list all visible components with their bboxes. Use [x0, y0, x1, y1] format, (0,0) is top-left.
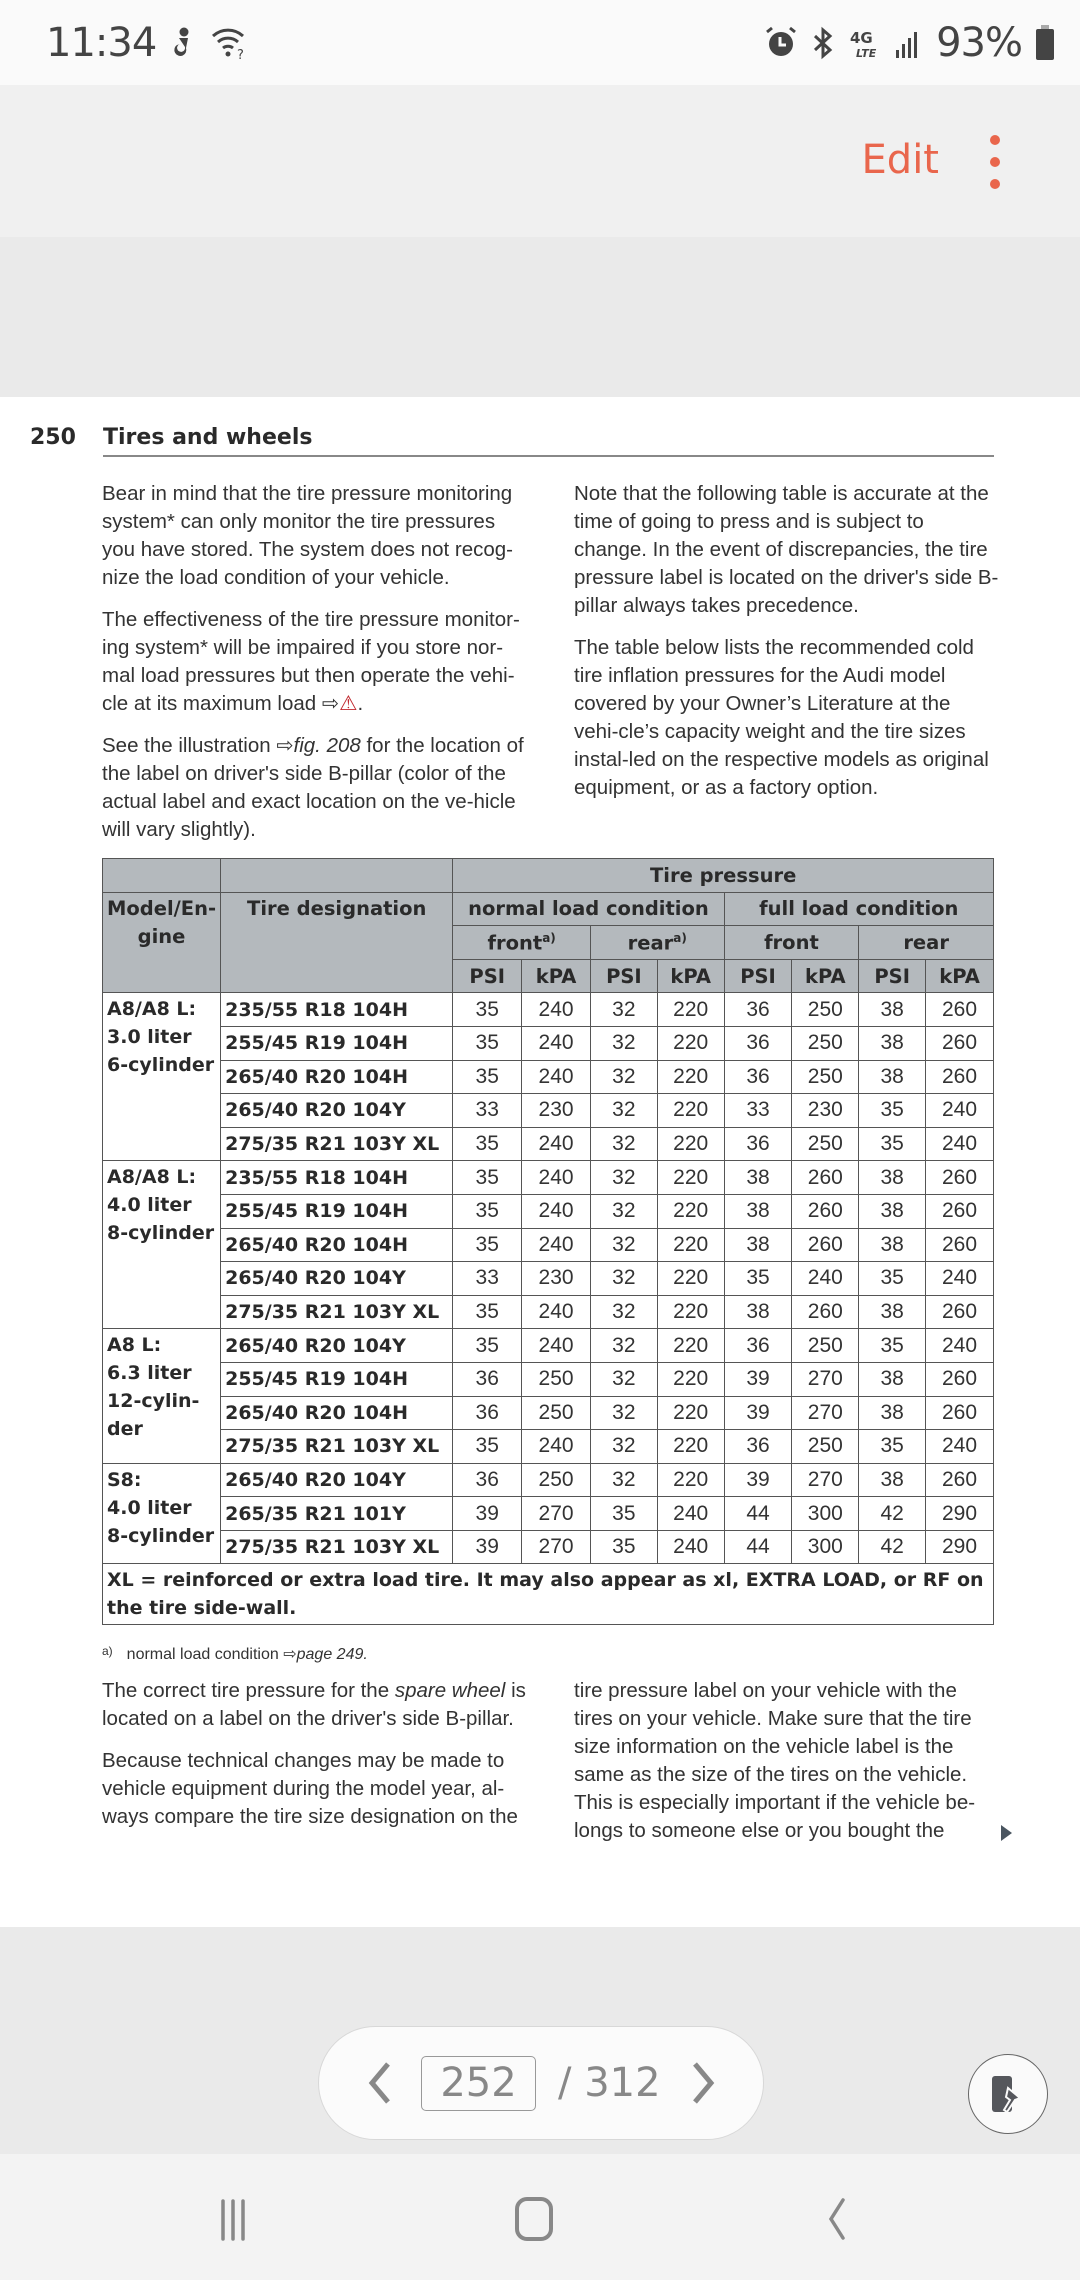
battery-percent: 93% — [936, 19, 1022, 66]
psi-cell: 32 — [590, 1026, 657, 1060]
clock: 11:34 — [46, 19, 157, 66]
psi-cell: 32 — [590, 1127, 657, 1161]
kpa-cell: 220 — [657, 993, 724, 1027]
kpa-cell: 250 — [792, 1060, 859, 1094]
kpa-cell: 260 — [926, 1228, 994, 1262]
table-row — [103, 1329, 994, 1363]
header-normal-rear — [590, 926, 724, 960]
kpa-cell: 270 — [792, 1396, 859, 1430]
emphasis: spare wheel — [394, 1679, 506, 1702]
chapter-title: Tires and wheels — [103, 425, 313, 450]
psi-cell: 38 — [724, 1161, 792, 1195]
kpa-cell: 260 — [926, 1396, 994, 1430]
right-column — [574, 480, 999, 816]
page-number-input[interactable] — [421, 2056, 536, 2111]
kpa-cell: 260 — [926, 1194, 994, 1228]
battery-icon — [1034, 24, 1056, 62]
4g-lte-icon — [848, 26, 882, 60]
paragraph: Note that the following table is accurate at the time of going to press and is subject to change. In the event of discrepancies, the tire pressure label is located on the driver's side B-pillar always takes precedence. — [574, 482, 999, 617]
table-row — [103, 1127, 994, 1161]
tire-designation-cell: 235/55 R18 104H — [221, 993, 453, 1027]
psi-cell: 39 — [724, 1396, 792, 1430]
annotate-button[interactable] — [968, 2054, 1048, 2134]
table-row — [103, 1060, 994, 1094]
header-tire-designation: Tire designation — [221, 892, 453, 993]
psi-cell: 32 — [590, 1161, 657, 1195]
kpa-cell: 240 — [522, 1161, 591, 1195]
psi-cell: 38 — [724, 1228, 792, 1262]
footnote-mark: a) — [673, 930, 687, 945]
kpa-cell: 250 — [522, 1463, 591, 1497]
more-options-button[interactable] — [980, 135, 1010, 189]
kpa-cell: 220 — [657, 1161, 724, 1195]
table-row — [103, 1396, 994, 1430]
table-row — [103, 1262, 994, 1296]
kpa-cell: 240 — [926, 1127, 994, 1161]
psi-cell: 38 — [859, 1026, 926, 1060]
header-full-load: full load condition — [724, 892, 993, 926]
header-psi: PSI — [724, 959, 792, 993]
model-line: S8: — [107, 1468, 142, 1491]
page-link[interactable]: page 249. — [296, 1646, 368, 1663]
model-line: 6-cylinder — [107, 1054, 215, 1077]
kpa-cell: 230 — [522, 1094, 591, 1128]
recents-button[interactable] — [193, 2184, 273, 2254]
table-row — [103, 1463, 994, 1497]
kpa-cell: 260 — [926, 1362, 994, 1396]
table-body — [103, 993, 994, 1625]
paragraph: The table below lists the recommended cold tire inflation pressures for the Audi model covered by your Owner’s Literature at the vehi-cle’s capacity weight and the tire sizes instal-led on the respective models as original equipment, or as a factory option. — [574, 636, 989, 799]
kpa-cell: 220 — [657, 1262, 724, 1296]
psi-cell: 35 — [724, 1262, 792, 1296]
home-icon — [512, 2196, 556, 2242]
kpa-cell: 240 — [522, 1026, 591, 1060]
paragraph-text: for the location of the label on driver's side B-pillar (color of the actual label and exact location on the ve-hicle will vary slightly). — [102, 734, 524, 841]
kpa-cell: 290 — [926, 1497, 994, 1531]
tire-designation-cell: 275/35 R21 103Y XL — [221, 1430, 453, 1464]
kpa-cell: 270 — [792, 1463, 859, 1497]
kpa-cell: 250 — [792, 993, 859, 1027]
tire-designation-cell: 265/40 R20 104Y — [221, 1329, 453, 1363]
psi-cell: 32 — [590, 1396, 657, 1430]
psi-cell: 39 — [453, 1530, 522, 1564]
psi-cell: 38 — [859, 1295, 926, 1329]
header-tire-pressure: Tire pressure — [453, 859, 994, 893]
tire-designation-cell: 265/40 R20 104H — [221, 1060, 453, 1094]
more-vertical-icon — [990, 135, 1000, 145]
psi-cell: 35 — [453, 1161, 522, 1195]
psi-cell: 39 — [724, 1362, 792, 1396]
kpa-cell: 270 — [792, 1362, 859, 1396]
kpa-cell: 220 — [657, 1329, 724, 1363]
tire-designation-cell: 265/40 R20 104H — [221, 1228, 453, 1262]
alarm-icon — [764, 26, 798, 60]
tire-designation-cell: 255/45 R19 104H — [221, 1194, 453, 1228]
page-number: 250 — [30, 425, 76, 450]
back-icon — [821, 2196, 851, 2242]
model-engine-cell — [103, 993, 221, 1161]
kpa-cell: 260 — [792, 1295, 859, 1329]
kpa-cell: 220 — [657, 1026, 724, 1060]
psi-cell: 35 — [453, 1026, 522, 1060]
status-bar — [0, 0, 1080, 85]
paragraph: Because technical changes may be made to vehicle equipment during the model year, al-ways compare the tire size designation on the — [102, 1749, 518, 1828]
model-line: 6.3 liter — [107, 1362, 192, 1385]
psi-cell: 35 — [859, 1127, 926, 1161]
figure-link[interactable]: fig. 208 — [293, 734, 361, 757]
kpa-cell: 230 — [792, 1094, 859, 1128]
model-line: 3.0 liter — [107, 1026, 192, 1049]
continue-arrow-icon[interactable] — [1001, 1825, 1012, 1841]
psi-cell: 35 — [453, 1060, 522, 1094]
header-full-rear: rear — [859, 926, 994, 960]
kpa-cell: 220 — [657, 1127, 724, 1161]
psi-cell: 36 — [724, 1329, 792, 1363]
table-note: XL = reinforced or extra load tire. It may also appear as xl, EXTRA LOAD, or RF on the tire side-wall. — [103, 1564, 994, 1625]
tire-designation-cell: 255/45 R19 104H — [221, 1362, 453, 1396]
psi-cell: 32 — [590, 1194, 657, 1228]
psi-cell: 36 — [453, 1362, 522, 1396]
kpa-cell: 240 — [657, 1530, 724, 1564]
psi-cell: 42 — [859, 1497, 926, 1531]
psi-cell: 35 — [590, 1530, 657, 1564]
psi-cell: 36 — [724, 993, 792, 1027]
psi-cell: 38 — [724, 1295, 792, 1329]
kpa-cell: 260 — [926, 1060, 994, 1094]
header-psi: PSI — [859, 959, 926, 993]
psi-cell: 35 — [453, 1127, 522, 1161]
psi-cell: 32 — [590, 1329, 657, 1363]
psi-cell: 38 — [859, 1396, 926, 1430]
kpa-cell: 240 — [522, 1060, 591, 1094]
model-line: 4.0 liter — [107, 1194, 192, 1217]
kpa-cell: 240 — [522, 1329, 591, 1363]
header-model-engine: Model/En-gine — [103, 892, 221, 993]
header-psi: PSI — [453, 959, 522, 993]
kpa-cell: 260 — [792, 1161, 859, 1195]
kpa-cell: 240 — [522, 1194, 591, 1228]
psi-cell: 32 — [590, 1094, 657, 1128]
psi-cell: 35 — [859, 1430, 926, 1464]
model-line: A8 L: — [107, 1334, 162, 1357]
wifi-question-icon — [210, 26, 248, 60]
page-navigator — [318, 2026, 764, 2140]
tire-pressure-table — [102, 858, 994, 1625]
psi-cell: 44 — [724, 1530, 792, 1564]
table-row — [103, 1026, 994, 1060]
kpa-cell: 260 — [926, 1026, 994, 1060]
model-line: 8-cylinder — [107, 1222, 215, 1245]
header-full-front: front — [724, 926, 859, 960]
lower-left-column — [102, 1677, 527, 1845]
paragraph: tire pressure label on your vehicle with the tires on your vehicle. Make sure that the tire size information on the vehicle label is the same as the size of the tires on the vehicle. This is especially important if the vehicle be-longs to someone else or you bought the — [574, 1679, 976, 1842]
svg-text:?: ? — [237, 47, 245, 60]
kpa-cell: 260 — [792, 1228, 859, 1262]
header-blank — [103, 859, 221, 893]
header-kpa: kPA — [926, 959, 994, 993]
table-row — [103, 1094, 994, 1128]
kpa-cell: 240 — [926, 1094, 994, 1128]
header-psi: PSI — [590, 959, 657, 993]
psi-cell: 36 — [724, 1060, 792, 1094]
kpa-cell: 220 — [657, 1463, 724, 1497]
psi-cell: 35 — [453, 1295, 522, 1329]
psi-cell: 32 — [590, 1228, 657, 1262]
table-row — [103, 1430, 994, 1464]
kpa-cell: 240 — [522, 1127, 591, 1161]
header-blank — [221, 859, 453, 893]
paragraph: The effectiveness of the tire pressure monitor-ing system* will be impaired if you store nor-mal load pressures but then operate the vehi-cle at its maximum load ⇨⚠. — [102, 608, 520, 715]
psi-cell: 35 — [859, 1262, 926, 1296]
psi-cell: 36 — [453, 1396, 522, 1430]
psi-cell: 38 — [859, 1362, 926, 1396]
psi-cell: 32 — [590, 1463, 657, 1497]
more-dot — [990, 157, 1000, 167]
label: rear — [627, 931, 674, 955]
edit-button[interactable]: Edit — [861, 137, 939, 183]
model-engine-cell — [103, 1329, 221, 1463]
psi-cell: 32 — [590, 1060, 657, 1094]
table-note-row — [103, 1564, 994, 1625]
bluetooth-icon — [810, 26, 836, 60]
kpa-cell: 240 — [926, 1329, 994, 1363]
viewer-background — [0, 237, 1080, 397]
psi-cell: 36 — [724, 1127, 792, 1161]
psi-cell: 33 — [724, 1094, 792, 1128]
psi-cell: 35 — [453, 993, 522, 1027]
next-page-button[interactable] — [674, 2053, 734, 2113]
table-row — [103, 993, 994, 1027]
kpa-cell: 250 — [792, 1329, 859, 1363]
footnote-text: normal load condition — [126, 1646, 279, 1663]
pdf-sign-icon — [988, 2072, 1028, 2116]
tire-designation-cell: 265/40 R20 104Y — [221, 1094, 453, 1128]
psi-cell: 44 — [724, 1497, 792, 1531]
tire-designation-cell: 265/35 R21 101Y — [221, 1497, 453, 1531]
tire-designation-cell: 275/35 R21 103Y XL — [221, 1127, 453, 1161]
paragraph-text: See the illustration — [102, 734, 271, 757]
kpa-cell: 220 — [657, 1094, 724, 1128]
psi-cell: 38 — [859, 1161, 926, 1195]
kpa-cell: 240 — [522, 1430, 591, 1464]
warning-triangle-icon[interactable]: ⚠ — [339, 692, 358, 715]
kpa-cell: 260 — [792, 1194, 859, 1228]
table-row — [103, 1497, 994, 1531]
table-row — [103, 1362, 994, 1396]
kpa-cell: 220 — [657, 1396, 724, 1430]
psi-cell: 39 — [453, 1497, 522, 1531]
kpa-cell: 250 — [792, 1127, 859, 1161]
previous-page-button[interactable] — [349, 2053, 409, 2113]
kpa-cell: 250 — [522, 1362, 591, 1396]
tire-designation-cell: 265/40 R20 104Y — [221, 1463, 453, 1497]
tire-designation-cell: 235/55 R18 104H — [221, 1161, 453, 1195]
header-normal-load: normal load condition — [453, 892, 724, 926]
model-line: der — [107, 1418, 143, 1441]
page-header — [30, 425, 312, 450]
kpa-cell: 240 — [926, 1262, 994, 1296]
psi-cell: 35 — [590, 1497, 657, 1531]
model-engine-cell — [103, 1161, 221, 1329]
kpa-cell: 240 — [522, 1295, 591, 1329]
kpa-cell: 250 — [792, 1430, 859, 1464]
kpa-cell: 250 — [792, 1026, 859, 1060]
psi-cell: 39 — [724, 1463, 792, 1497]
psi-cell: 35 — [453, 1430, 522, 1464]
footnote-mark: a) — [102, 1644, 113, 1658]
model-engine-cell — [103, 1463, 221, 1564]
lower-right-column — [574, 1677, 999, 1859]
psi-cell: 38 — [859, 1060, 926, 1094]
kpa-cell: 250 — [522, 1396, 591, 1430]
header-kpa: kPA — [657, 959, 724, 993]
tire-designation-cell: 275/35 R21 103Y XL — [221, 1295, 453, 1329]
tire-designation-cell: 255/45 R19 104H — [221, 1026, 453, 1060]
left-column — [102, 480, 527, 858]
model-line: 8-cylinder — [107, 1524, 215, 1547]
paragraph: Bear in mind that the tire pressure monitoring system* can only monitor the tire pressures you have stored. The system does not recog-nize the load condition of your vehicle. — [102, 482, 513, 589]
kpa-cell: 260 — [926, 993, 994, 1027]
model-line: A8/A8 L: — [107, 1166, 197, 1189]
model-line: A8/A8 L: — [107, 998, 197, 1021]
psi-cell: 35 — [859, 1329, 926, 1363]
kpa-cell: 300 — [792, 1497, 859, 1531]
kpa-cell: 240 — [522, 993, 591, 1027]
table-row — [103, 1295, 994, 1329]
kpa-cell: 240 — [522, 1228, 591, 1262]
page-total: / 312 — [558, 2060, 661, 2106]
pdf-page[interactable] — [0, 397, 1080, 1927]
psi-cell: 38 — [859, 1463, 926, 1497]
paragraph — [102, 1677, 527, 1733]
psi-cell: 32 — [590, 1262, 657, 1296]
svg-text:4G: 4G — [850, 28, 873, 47]
psi-cell: 33 — [453, 1094, 522, 1128]
svg-text:LTE: LTE — [856, 46, 877, 60]
psi-cell: 38 — [724, 1194, 792, 1228]
header-kpa: kPA — [792, 959, 859, 993]
table-row — [103, 1161, 994, 1195]
psi-cell: 33 — [453, 1262, 522, 1296]
paragraph-text: The effectiveness of the tire pressure monitor-ing system* will be impaired if you store nor-mal load pressures but then operate the vehi-cle at its maximum load — [102, 608, 520, 715]
psi-cell: 36 — [724, 1430, 792, 1464]
table-row — [103, 1194, 994, 1228]
model-line: 4.0 liter — [107, 1496, 192, 1519]
kpa-cell: 220 — [657, 1362, 724, 1396]
chevron-right-icon — [689, 2060, 719, 2106]
psi-cell: 35 — [453, 1329, 522, 1363]
psi-cell: 32 — [590, 1362, 657, 1396]
kpa-cell: 240 — [657, 1497, 724, 1531]
home-button[interactable] — [494, 2184, 574, 2254]
psi-cell: 38 — [859, 1228, 926, 1262]
paragraph: See the illustration ⇨fig. 208 for the location of the label on driver's side B-pillar (color of the actual label and exact location on the ve-hicle will vary slightly). — [102, 734, 524, 841]
paragraph-text: The correct tire pressure for the — [102, 1679, 390, 1702]
tire-designation-cell: 275/35 R21 103Y XL — [221, 1530, 453, 1564]
kpa-cell: 240 — [926, 1430, 994, 1464]
psi-cell: 32 — [590, 993, 657, 1027]
footnote-mark: a) — [542, 930, 556, 945]
kpa-cell: 220 — [657, 1228, 724, 1262]
table-row — [103, 1530, 994, 1564]
chevron-left-icon — [364, 2060, 394, 2106]
psi-cell: 32 — [590, 1295, 657, 1329]
psi-cell: 38 — [859, 993, 926, 1027]
tire-designation-cell: 265/40 R20 104Y — [221, 1262, 453, 1296]
header-kpa: kPA — [522, 959, 591, 993]
system-nav-bar — [0, 2154, 1080, 2280]
kpa-cell: 220 — [657, 1430, 724, 1464]
kpa-cell: 290 — [926, 1530, 994, 1564]
psi-cell: 36 — [453, 1463, 522, 1497]
psi-cell: 35 — [453, 1228, 522, 1262]
psi-cell: 32 — [590, 1430, 657, 1464]
app-bar — [0, 85, 1080, 237]
footnote: $^{a)}$ normal load condition ⇨page 249. — [102, 1644, 368, 1663]
kpa-cell: 260 — [926, 1161, 994, 1195]
back-button[interactable] — [796, 2184, 876, 2254]
kpa-cell: 230 — [522, 1262, 591, 1296]
kpa-cell: 220 — [657, 1295, 724, 1329]
more-dot — [990, 179, 1000, 189]
table-row — [103, 1228, 994, 1262]
recents-icon — [213, 2197, 253, 2241]
kpa-cell: 300 — [792, 1530, 859, 1564]
kpa-cell: 270 — [522, 1530, 591, 1564]
psi-cell: 38 — [859, 1194, 926, 1228]
kpa-cell: 260 — [926, 1295, 994, 1329]
header-normal-front — [453, 926, 591, 960]
paragraph-text: is located on a label on the driver's side B-pillar. — [102, 1679, 526, 1730]
kpa-cell: 260 — [926, 1463, 994, 1497]
kpa-cell: 220 — [657, 1194, 724, 1228]
header-divider — [103, 455, 994, 457]
accessibility-icon — [170, 26, 196, 60]
kpa-cell: 270 — [522, 1497, 591, 1531]
tire-designation-cell: 265/40 R20 104H — [221, 1396, 453, 1430]
label: front — [487, 931, 543, 955]
kpa-cell: 240 — [792, 1262, 859, 1296]
kpa-cell: 220 — [657, 1060, 724, 1094]
signal-icon — [894, 26, 924, 60]
psi-cell: 36 — [724, 1026, 792, 1060]
psi-cell: 35 — [453, 1194, 522, 1228]
psi-cell: 35 — [859, 1094, 926, 1128]
psi-cell: 42 — [859, 1530, 926, 1564]
model-line: 12-cylin- — [107, 1390, 200, 1413]
